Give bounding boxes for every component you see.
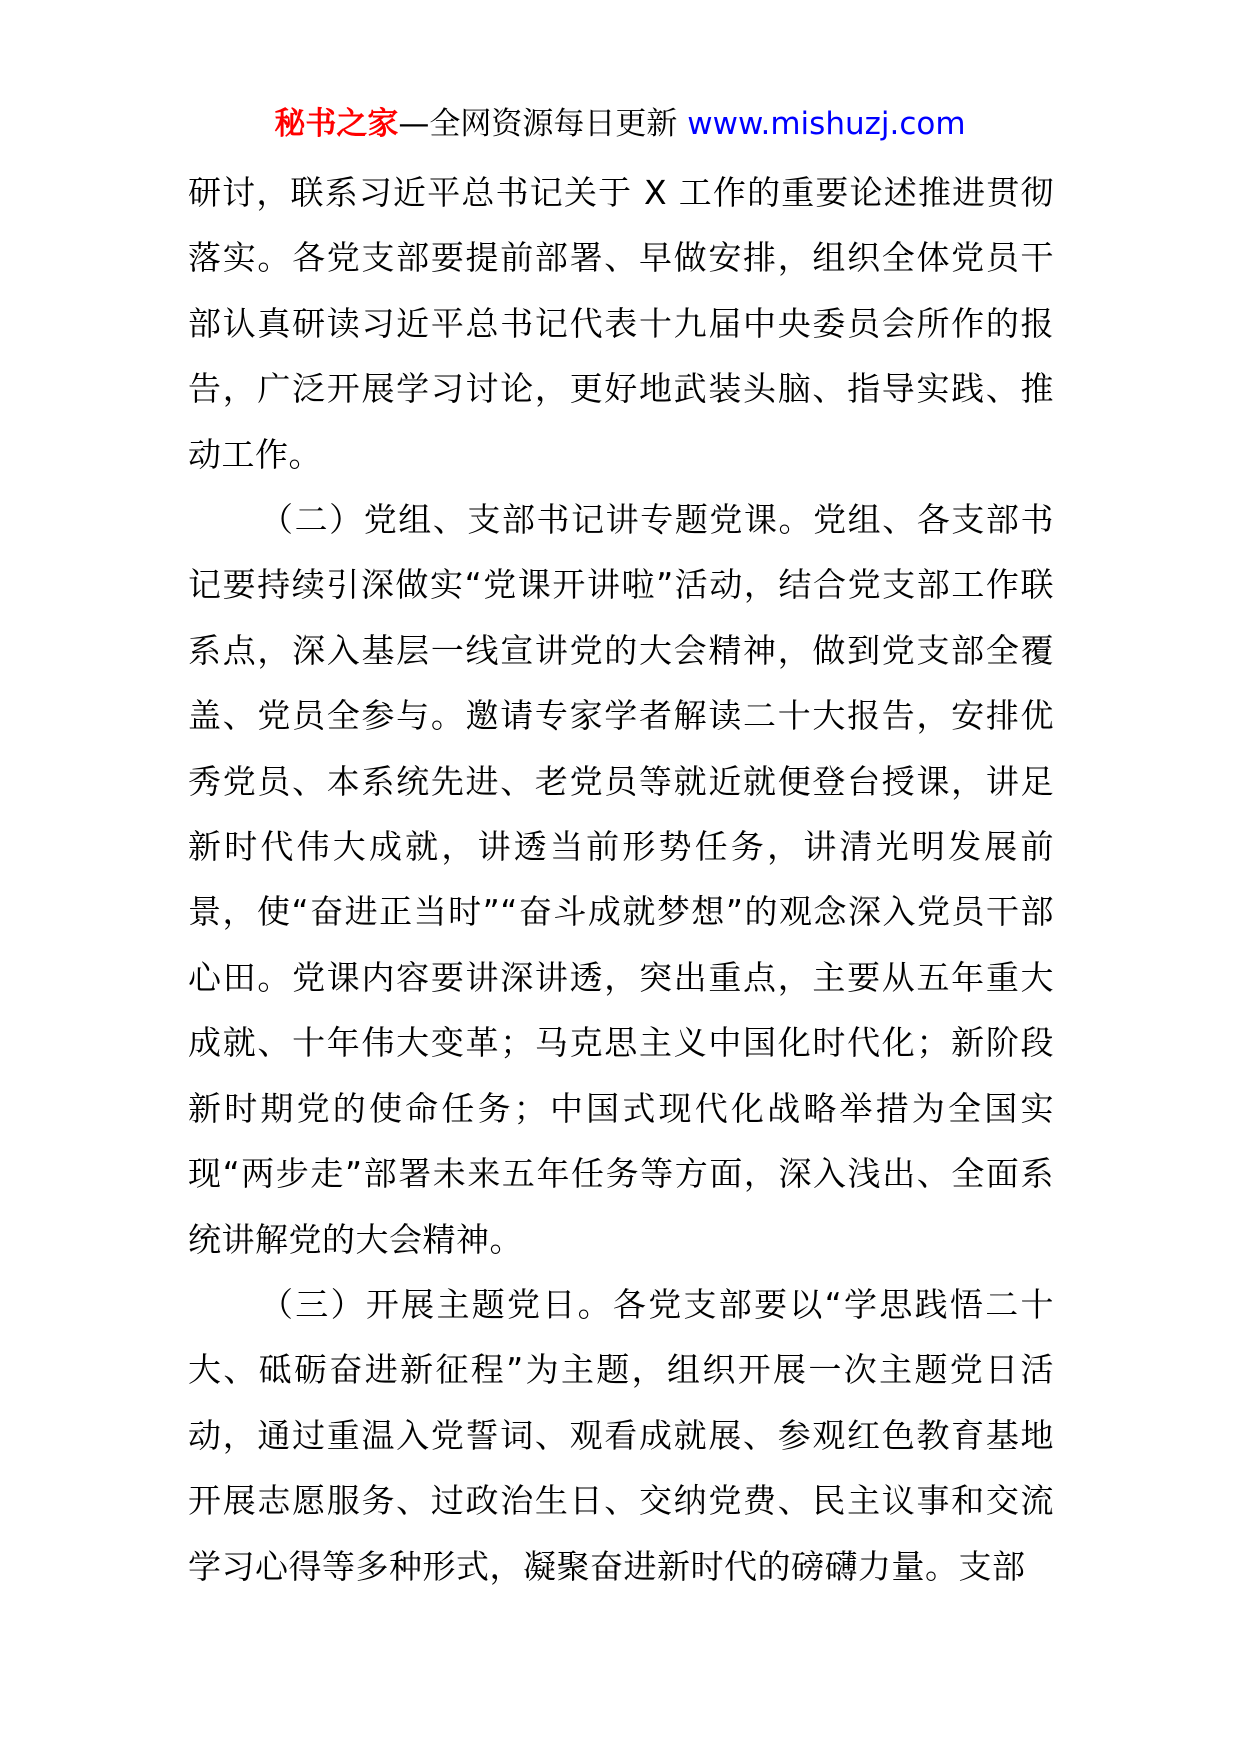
- paragraph-theme-party-day: （三）开展主题党日。各党支部要以“学思践悟二十大、砥砺奋进新征程”为主题，组织开展一次主题党日活动，通过重温入党誓词、观看成就展、参观红色教育基地开展志愿服务、过政治生日、交纳党费、民主议事和交流学习心得等多种形式，凝聚奋进新时代的磅礴力量。支部: [188, 1284, 1054, 1586]
- paragraph-continued: 研讨，联系习近平总书记关于 X 工作的重要论述推进贯彻落实。各党支部要提前部署、早做安排，组织全体党员干部认真研读习近平总书记代表十九届中央委员会所作的报告，广泛开展学习讨论，更好地武装头脑、指导实践、推动工作。: [188, 173, 1054, 474]
- site-url-link[interactable]: www.mishuzj.com: [687, 106, 966, 142]
- site-header: [0, 102, 1240, 146]
- paragraph-party-lecture: （二）党组、支部书记讲专题党课。党组、各支部书记要持续引深做实“党课开讲啦”活动，结合党支部工作联系点，深入基层一线宣讲党的大会精神，做到党支部全覆盖、党员全参与。邀请专家学者解读二十大报告，安排优秀党员、本系统先进、老党员等就近就便登台授课，讲足新时代伟大成就，讲透当前形势任务，讲清光明发展前景，使“奋进正当时”“奋斗成就梦想”的观念深入党员干部心田。党课内容要讲深讲透，突出重点，主要从五年重大成就、十年伟大变革；马克思主义中国化时代化；新阶段新时期党的使命任务；中国式现代化战略举措为全国实现“两步走”部署未来五年任务等方面，深入浅出、全面系统讲解党的大会精神。: [188, 500, 1054, 1259]
- brand-name: 秘书之家: [274, 106, 399, 142]
- document-body: [188, 160, 1054, 1599]
- header-slogan: —全网资源每日更新: [398, 106, 688, 142]
